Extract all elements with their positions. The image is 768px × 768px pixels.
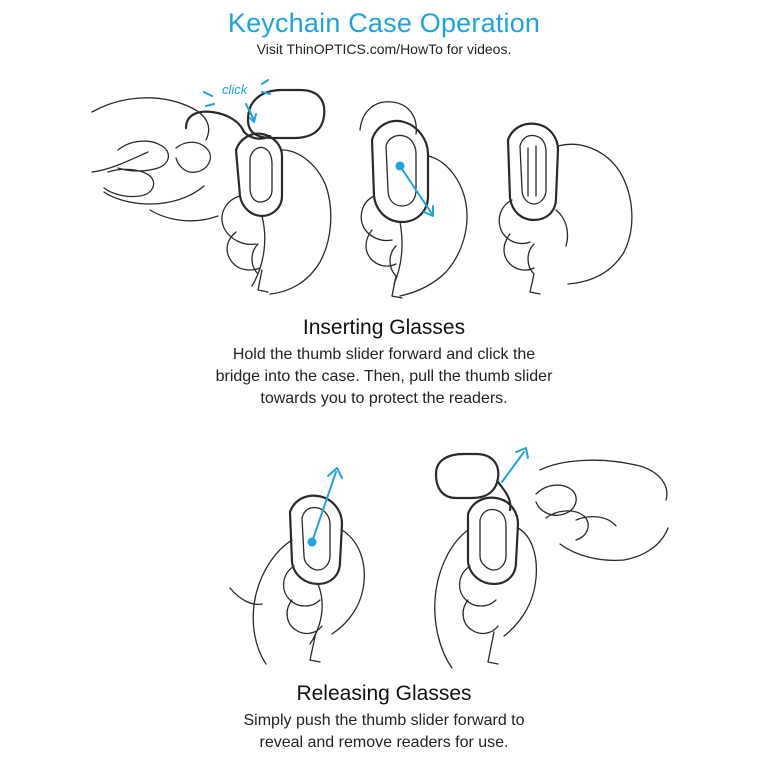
- page-title: Keychain Case Operation: [227, 8, 541, 38]
- illustration-insert-click: [92, 80, 331, 294]
- illustration-insert-closed: [499, 124, 632, 294]
- releasing-line-1: Simply push the thumb slider forward to: [243, 712, 525, 729]
- releasing-line-2: reveal and remove readers for use.: [259, 734, 509, 751]
- inserting-instructions: [0, 344, 768, 410]
- page-subtitle: Visit ThinOPTICS.com/HowTo for videos.: [256, 41, 512, 57]
- inserting-line-2: bridge into the case. Then, pull the thumb slider: [215, 368, 553, 385]
- illustration-insert-pull: [360, 102, 467, 298]
- inserting-heading: Inserting Glasses: [302, 316, 466, 339]
- inserting-line-1: Hold the thumb slider forward and click the: [232, 346, 536, 363]
- inserting-line-3: towards you to protect the readers.: [260, 390, 508, 407]
- releasing-instructions: [0, 710, 768, 754]
- illustration-release-push: [230, 468, 364, 664]
- click-annotation: click: [222, 82, 248, 97]
- releasing-heading: Releasing Glasses: [296, 682, 472, 705]
- illustration-release-remove: [435, 448, 668, 668]
